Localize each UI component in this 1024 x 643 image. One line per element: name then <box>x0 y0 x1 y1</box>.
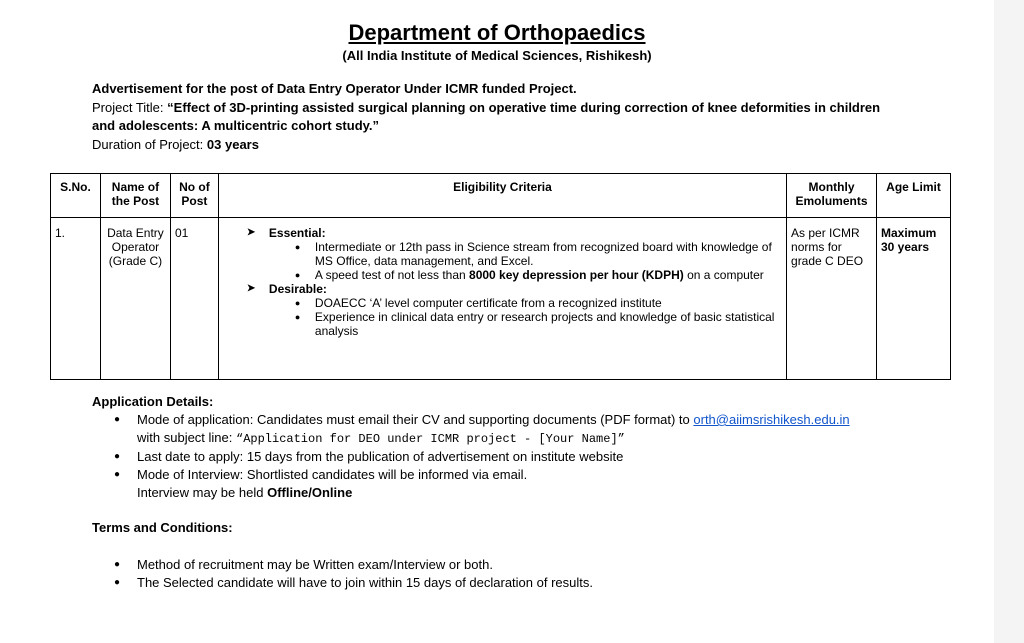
cell-post-count: 01 <box>170 218 218 380</box>
essential-list <box>223 240 782 282</box>
cell-post-name: Data Entry Operator (Grade C) <box>100 218 170 380</box>
duration-value: 03 years <box>206 137 259 152</box>
header-post-count: No of Post <box>170 174 218 218</box>
desirable-item: ● Experience in clinical data entry or research projects and knowledge of basic statistical analysis <box>295 310 782 338</box>
table-row <box>51 218 951 380</box>
arrowhead-icon: ➤ <box>246 227 256 238</box>
essential-label: Essential: <box>268 226 326 240</box>
header-post-name: Name of the Post <box>100 174 170 218</box>
cell-sno: 1. <box>51 218 101 380</box>
duration-label: Duration of Project: <box>92 137 204 152</box>
arrowhead-icon: ➤ <box>246 283 256 294</box>
project-title-text: “Effect of 3D-printing assisted surgical planning on operative time during correction of knee deformities in children and adolescents: A multicentric cohort study.” <box>92 100 881 133</box>
project-title <box>92 99 892 135</box>
application-item-last-date: ● Last date to apply: 15 days from the publication of advertisement on institute website <box>112 448 932 466</box>
header-eligibility: Eligibility Criteria <box>218 174 786 218</box>
essential-item-text: on a computer <box>683 268 764 282</box>
subject-label: with subject line: <box>137 430 236 445</box>
interview-format: Offline/Online <box>267 485 353 500</box>
project-title-label: Project Title: <box>92 100 164 115</box>
desirable-label: Desirable: <box>268 282 327 296</box>
page-subtitle: (All India Institute of Medical Sciences, Rishikesh) <box>342 48 652 63</box>
page-title: Department of Orthopaedics <box>348 20 646 45</box>
advertisement-line: Advertisement for the post of Data Entry Operator Under ICMR funded Project. <box>92 81 577 96</box>
essential-item: ● Intermediate or 12th pass in Science stream from recognized board with knowledge of MS Office, data management, and Excel. <box>295 240 782 268</box>
essential-item-emphasis: 8000 key depression per hour (KDPH) <box>469 268 684 282</box>
application-item-mode <box>112 411 932 448</box>
interview-mode-text: Mode of Interview: Shortlisted candidates will be informed via email. <box>137 467 528 482</box>
interview-held-text: Interview may be held <box>137 485 268 500</box>
application-heading: Application Details: <box>92 394 214 409</box>
subject-line: “Application for DEO under ICMR project - [Your Name]” <box>236 432 625 446</box>
terms-item: ● The Selected candidate will have to join within 15 days of declaration of results. <box>112 574 932 592</box>
application-item-interview <box>112 466 932 502</box>
header-emoluments: Monthly Emoluments <box>787 174 877 218</box>
eligibility-table <box>50 173 951 380</box>
application-list <box>112 411 932 502</box>
desirable-item: ● DOAECC ‘A’ level computer certificate from a recognized institute <box>295 296 782 310</box>
essential-item <box>295 268 782 282</box>
essential-item-text: A speed test of not less than <box>314 268 470 282</box>
essential-heading <box>247 226 782 240</box>
scrollbar-track[interactable] <box>994 0 1024 643</box>
header-sno: S.No. <box>51 174 101 218</box>
header-age-limit: Age Limit <box>876 174 950 218</box>
terms-heading: Terms and Conditions: <box>92 520 233 535</box>
project-duration <box>92 137 259 152</box>
terms-item: ● Method of recruitment may be Written exam/Interview or both. <box>112 556 932 574</box>
cell-emoluments: As per ICMR norms for grade C DEO <box>787 218 877 380</box>
mode-text: Mode of application: Candidates must email their CV and supporting documents (PDF format) to <box>137 412 694 427</box>
desirable-heading <box>247 282 782 296</box>
terms-list <box>112 556 932 592</box>
table-header-row <box>51 174 951 218</box>
email-link[interactable]: orth@aiimsrishikesh.edu.in <box>693 412 850 427</box>
cell-eligibility <box>218 218 786 380</box>
desirable-list <box>223 296 782 338</box>
cell-age-limit: Maximum 30 years <box>876 218 950 380</box>
